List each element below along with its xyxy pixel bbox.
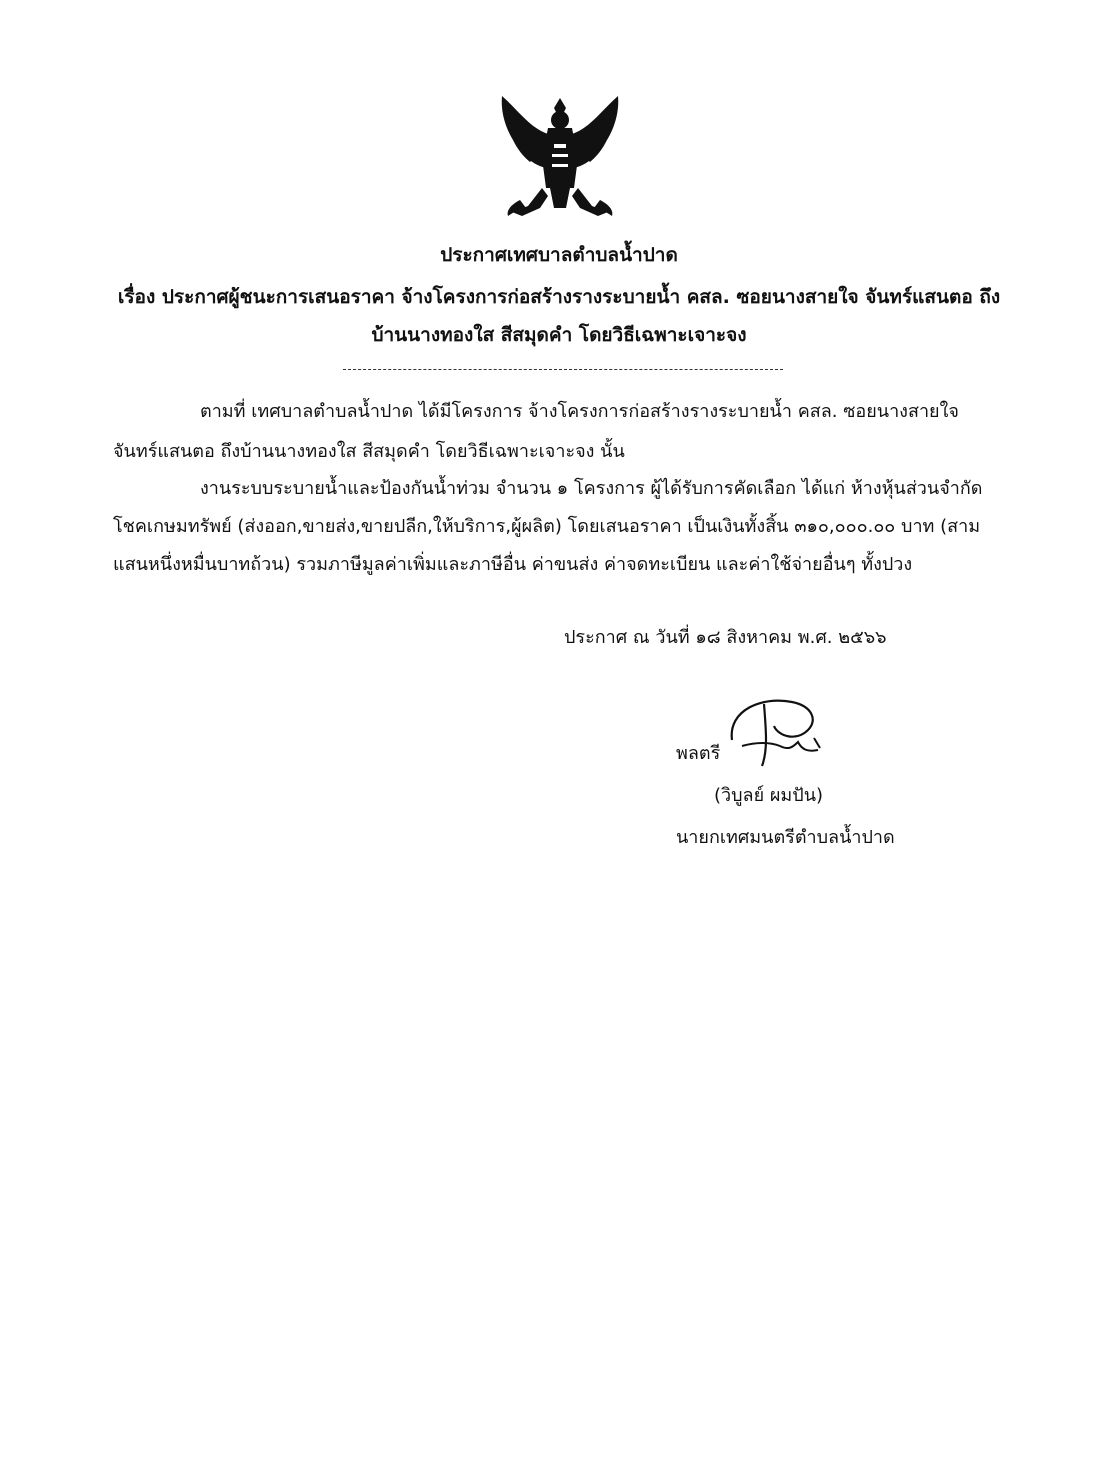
announcement-date: ประกาศ ณ วันที่ ๑๘ สิงหาคม พ.ศ. ๒๕๖๖ <box>564 627 887 648</box>
subject-line-1: เรื่อง ประกาศผู้ชนะการเสนอราคา จ้างโครงการก่อสร้างรางระบายน้ำ คสล. ซอยนางสายใจ จันทร์แสนตอ ถึง <box>117 286 1001 308</box>
garuda-emblem-icon <box>490 88 630 228</box>
subject-line-2: บ้านนางทองใส สีสมุดคำ โดยวิธีเฉพาะเจาะจง <box>371 324 747 346</box>
paragraph-1-line-2: จันทร์แสนตอ ถึงบ้านนางทองใส สีสมุดคำ โดยวิธีเฉพาะเจาะจง นั้น <box>113 441 625 462</box>
signer-rank: พลตรี <box>676 743 721 764</box>
paragraph-1-line-1: ตามที่ เทศบาลตำบลน้ำปาด ได้มีโครงการ จ้างโครงการก่อสร้างรางระบายน้ำ คสล. ซอยนางสายใจ <box>200 401 959 422</box>
divider-line <box>343 369 783 370</box>
signer-position: นายกเทศมนตรีตำบลน้ำปาด <box>676 827 895 848</box>
signer-name: (วิบูลย์ ผมปัน) <box>714 785 824 806</box>
paragraph-2-line-2: โชคเกษมทรัพย์ (ส่งออก,ขายส่ง,ขายปลีก,ให้บริการ,ผู้ผลิต) โดยเสนอราคา เป็นเงินทั้งสิ้น ๓๑๐,๐๐๐.๐๐ บาท (สาม <box>113 516 981 537</box>
paragraph-2-line-1: งานระบบระบายน้ำและป้องกันน้ำท่วม จำนวน ๑ โครงการ ผู้ได้รับการคัดเลือก ได้แก่ ห้างหุ้นส่วนจำกัด <box>200 478 983 499</box>
paragraph-2-line-3: แสนหนึ่งหมื่นบาทถ้วน) รวมภาษีมูลค่าเพิ่มและภาษีอื่น ค่าขนส่ง ค่าจดทะเบียน และค่าใช้จ่ายอื่นๆ ทั้งปวง <box>113 554 913 575</box>
announcement-title: ประกาศเทศบาลตำบลน้ำปาด <box>440 244 678 266</box>
handwritten-signature <box>722 690 832 770</box>
